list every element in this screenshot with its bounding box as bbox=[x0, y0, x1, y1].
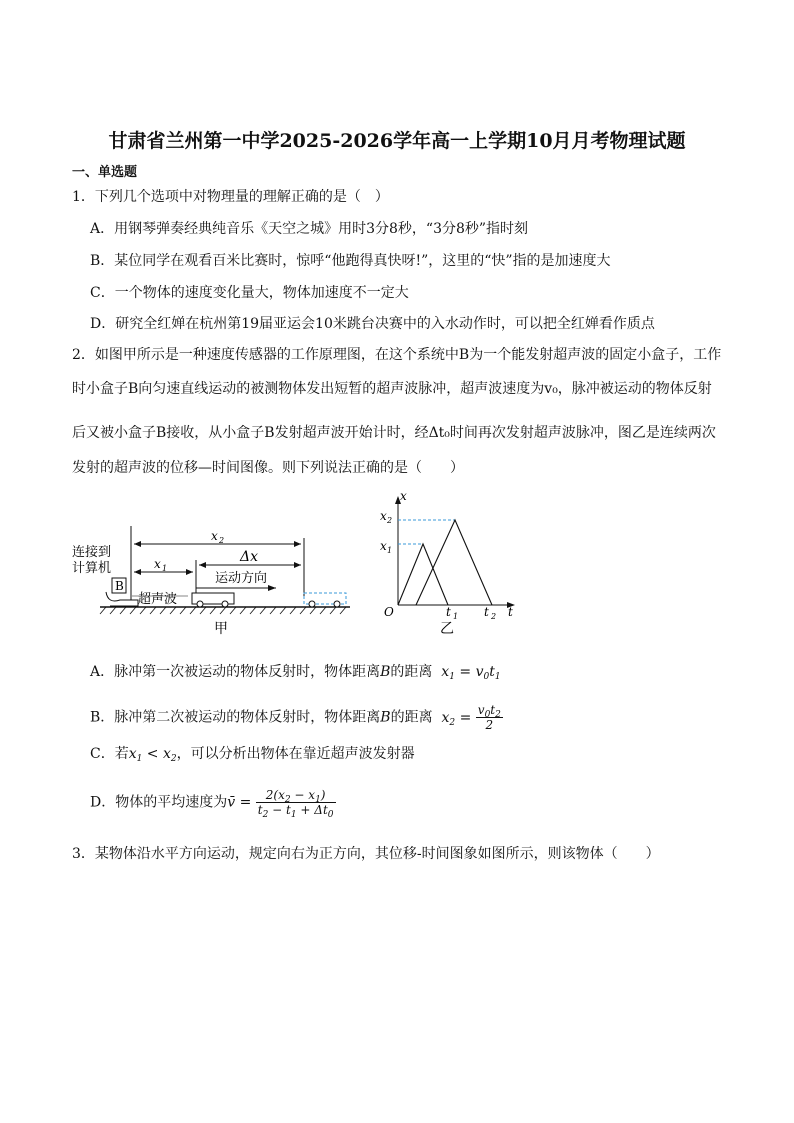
q2-option-b: B．脉冲第二次被运动的物体反射时，物体距离B的距离 $x_2$ = $\frac{v_0t_2}{2}$ bbox=[90, 703, 501, 732]
q1-option-c: C．一个物体的速度变化量大，物体加速度不一定大 bbox=[90, 285, 409, 301]
q2-option-c: C．若$x_1 < x_2$，可以分析出物体在靠近超声波发射器 bbox=[90, 746, 415, 764]
q1-stem: 1．下列几个选项中对物理量的理解正确的是（ ） bbox=[72, 189, 389, 205]
q1-option-b: B．某位同学在观看百米比赛时，惊呼“他跑得真快呀!”，这里的“快”指的是加速度大 bbox=[90, 253, 611, 269]
dx-label: Δx bbox=[240, 549, 259, 565]
fig-jia-caption: 甲 bbox=[214, 621, 228, 637]
fig-yi-caption: 乙 bbox=[440, 621, 454, 635]
x1-label: x bbox=[154, 557, 161, 571]
t1-tick-sub: 1 bbox=[453, 612, 459, 621]
q1-option-a: A．用钢琴弹奏经典纯音乐《天空之城》用时3分8秒，“3分8秒”指时刻 bbox=[90, 221, 529, 237]
pulse-1-line bbox=[398, 544, 448, 605]
x2-tick-sub: 2 bbox=[387, 516, 393, 525]
q2-stem-line3: 后又被小盒子B接收，从小盒子B发射超声波开始计时，经Δt₀时间再次发射超声波脉冲，图乙是连续两次 bbox=[72, 425, 716, 441]
wave-label: 超声波 bbox=[138, 592, 178, 607]
y-axis-label: x bbox=[400, 490, 407, 503]
t2-tick: t bbox=[484, 605, 489, 619]
page-title: 甘肃省兰州第一中学2025-2026学年高一上学期10月月考物理试题 bbox=[108, 130, 686, 152]
t1-tick: t bbox=[446, 605, 451, 619]
q2-stem-line2: 时小盒子B向匀速直线运动的被测物体发出短暂的超声波脉冲，超声波速度为v₀，脉冲被运动的物体反射 bbox=[72, 381, 712, 397]
x1-tick-sub: 1 bbox=[387, 546, 393, 555]
direction-label: 运动方向 bbox=[215, 571, 268, 586]
q3-stem: 3．某物体沿水平方向运动，规定向右为正方向，其位移-时间图象如图所示，则该物体（ ） bbox=[72, 846, 660, 862]
x1-tick: x bbox=[380, 539, 387, 553]
x2-label: x bbox=[211, 529, 218, 543]
figure-jia bbox=[68, 522, 368, 637]
fig-jia-box-label: B bbox=[115, 579, 124, 593]
q2-stem-line1: 2．如图甲所示是一种速度传感器的工作原理图，在这个系统中B为一个能发射超声波的固定小盒子，工作 bbox=[72, 347, 722, 363]
stand bbox=[106, 592, 138, 606]
q2-stem-line4: 发射的超声波的位移—时间图像。则下列说法正确的是（ ） bbox=[72, 460, 464, 476]
q2-option-d: D．物体的平均速度为v̄ = $\frac{2(x_2 - x_1)}{t_2 - t_1 + \Delta t_0}$ bbox=[90, 788, 334, 820]
fig-jia-connect-label-1: 连接到 bbox=[72, 545, 112, 560]
x2-label-sub: 2 bbox=[219, 536, 225, 545]
q1-option-d: D．研究全红婵在杭州第19届亚运会10米跳台决赛中的入水动作时，可以把全红婵看作质点 bbox=[90, 316, 655, 332]
t2-tick-sub: 2 bbox=[491, 612, 497, 621]
pulse-2-line bbox=[416, 520, 492, 605]
fig-jia-connect-label-2: 计算机 bbox=[72, 561, 112, 576]
section-heading: 一、单选题 bbox=[72, 165, 138, 180]
ground-hatch bbox=[100, 607, 346, 614]
origin-label: O bbox=[384, 605, 394, 619]
t-axis-label: t bbox=[508, 605, 513, 619]
q2-option-a: A．脉冲第一次被运动的物体反射时，物体距离B的距离 $x_1 = v_0t_1$ bbox=[90, 664, 501, 682]
x2-tick: x bbox=[380, 509, 387, 523]
figure-yi bbox=[378, 490, 528, 635]
x1-label-sub: 1 bbox=[162, 564, 168, 573]
